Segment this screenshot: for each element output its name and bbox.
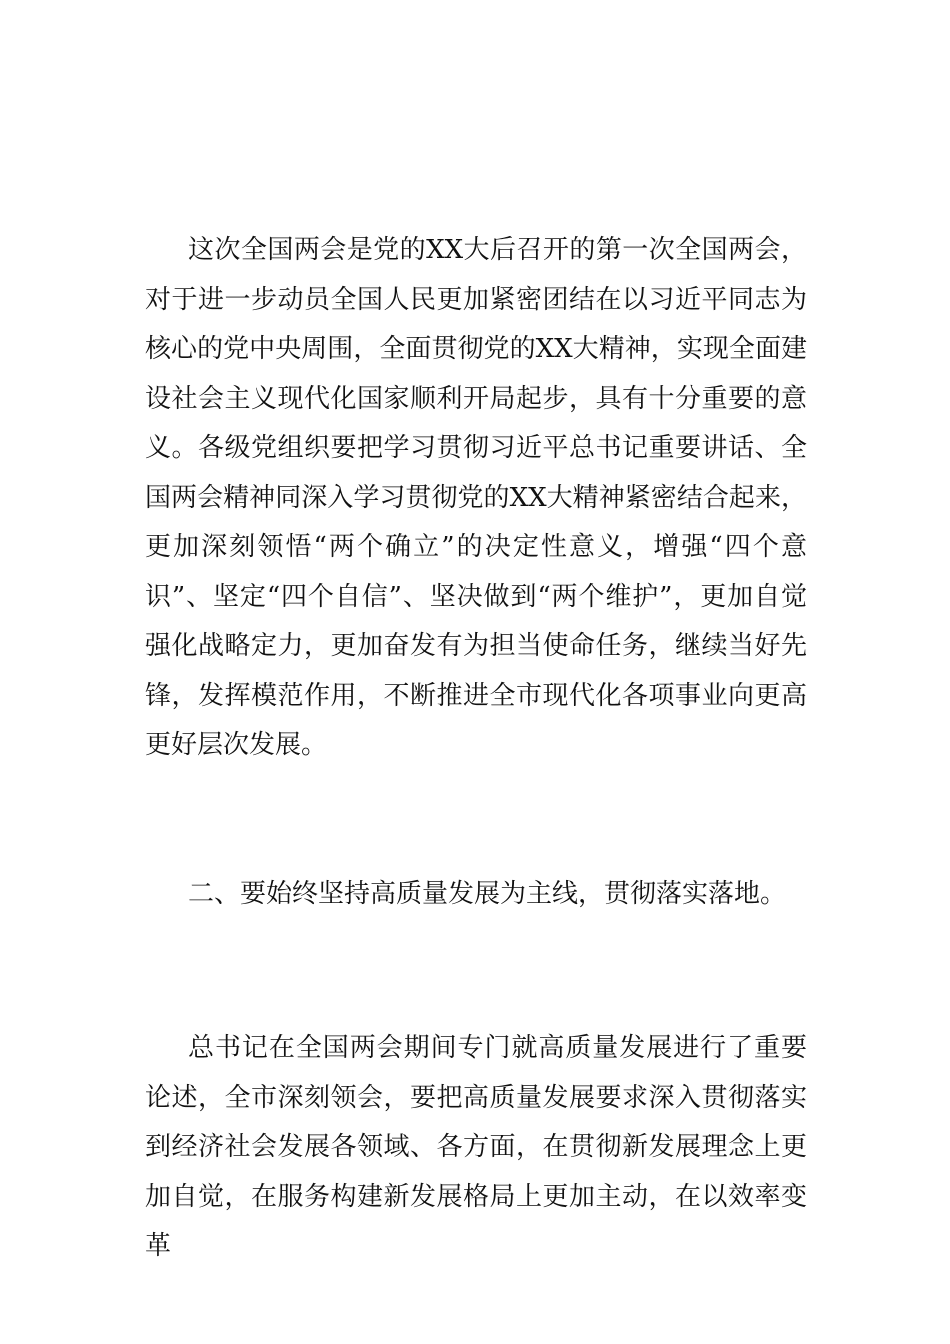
body-paragraph: 这次全国两会是党的XX大后召开的第一次全国两会，对于进一步动员全国人民更加紧密团结在以习近平同志为核心的党中央周围，全面贯彻党的XX大精神，实现全面建设社会主义现代化国家顺利开局起步，具有十分重要的意义。各级党组织要把学习贯彻习近平总书记重要讲话、全国两会精神同深入学习贯彻党的XX大精神紧密结合起来，更加深刻领悟“两个确立”的决定性意义，增强“四个意识”、坚定“四个自信”、坚决做到“两个维护”，更加自觉强化战略定力，更加奋发有为担当使命任务，继续当好先锋，发挥模范作用，不断推进全市现代化各项事业向更高更好层次发展。 bbox=[145, 235, 807, 760]
section-heading: 二、要始终坚持高质量发展为主线，贯彻落实落地。 bbox=[188, 879, 787, 909]
body-paragraph: 总书记在全国两会期间专门就高质量发展进行了重要论述，全市深刻领会，要把高质量发展要求深入贯彻落实到经济社会发展各领域、各方面，在贯彻新发展理念上更加自觉，在服务构建新发展格局上更加主动，在以效率变革 bbox=[145, 1033, 807, 1261]
